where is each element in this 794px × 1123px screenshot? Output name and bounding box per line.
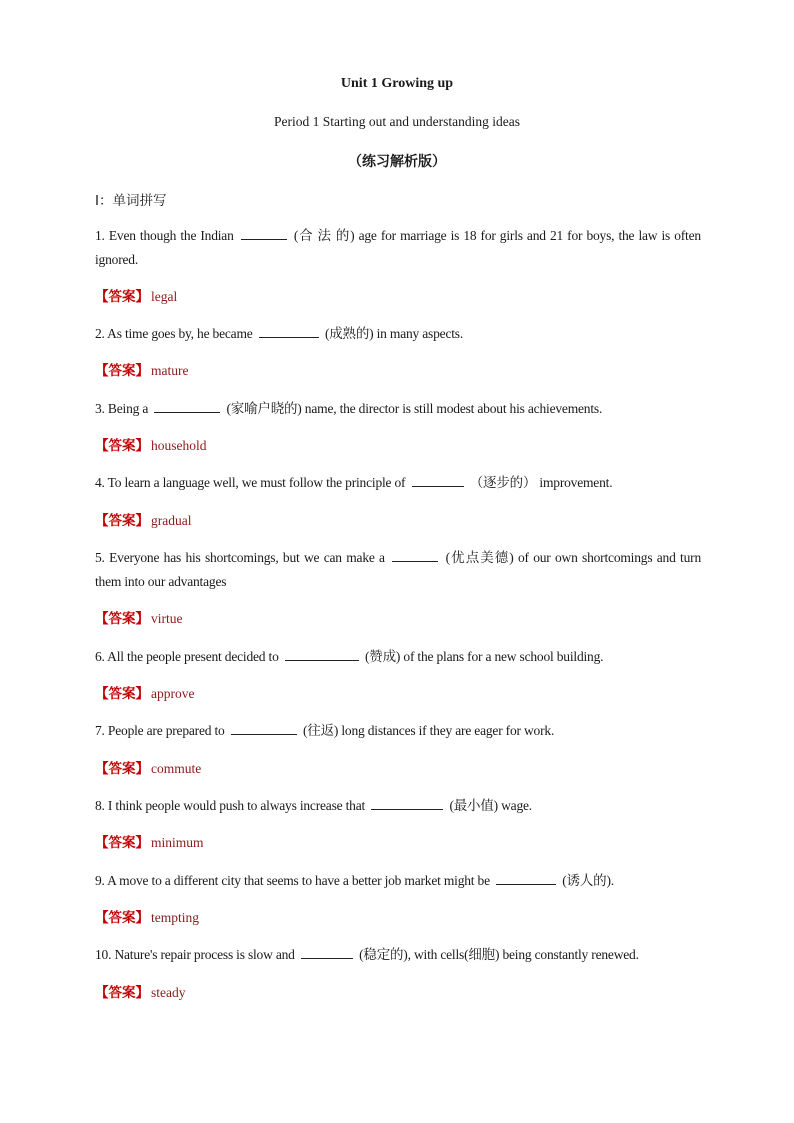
answer-8 [95,833,204,853]
question-text-before: People are prepared to [107,723,225,738]
answer-word: gradual [151,513,192,528]
answer-10 [95,983,186,1003]
question-hint: (优点美德) [445,550,514,565]
answer-blank [412,472,464,487]
answer-word: tempting [151,910,199,925]
question-hint: (成熟的) [324,326,374,341]
answer-tag: 【答案】 [95,513,149,529]
question-text-before: All the people present decided to [107,649,279,664]
answer-blank [392,547,438,562]
answer-blank [371,795,443,810]
question-text-before: I think people would push to always increase that [107,798,366,813]
question-text-after: with cells(细胞) being constantly renewed. [413,947,639,962]
answer-tag: 【答案】 [95,438,149,454]
question-number: 2. [95,326,105,341]
question-text-after: long distances if they are eager for work. [341,723,555,738]
question-7 [95,719,701,743]
question-text-before: To learn a language well, we must follow the principle of [107,475,406,490]
question-number: 3. [95,401,105,416]
answer-word: household [151,438,207,453]
answer-word: virtue [151,611,183,626]
answer-4 [95,511,191,531]
question-text-after: name, the director is still modest about his achievements. [304,401,603,416]
question-number: 4. [95,475,105,490]
section-heading: I：单词拼写 [95,193,167,209]
answer-word: steady [151,985,186,1000]
question-text-after: age for marriage is 18 for girls and 21 for boys, the law is often ignored. [95,228,701,267]
question-hint: (合 法 的) [293,228,355,243]
answer-tag: 【答案】 [95,611,149,627]
answer-5 [95,609,183,629]
question-hint: (稳定的), [359,947,411,962]
question-text-after: wage. [501,798,532,813]
question-number: 9. [95,873,105,888]
period-subtitle: Period 1 Starting out and understanding ideas [274,114,520,129]
question-hint: (赞成) [365,649,401,664]
question-number: 7. [95,723,105,738]
answer-tag: 【答案】 [95,985,149,1001]
question-number: 1. [95,228,105,243]
answer-word: commute [151,761,202,776]
answer-blank [241,225,287,240]
answer-tag: 【答案】 [95,686,149,702]
question-hint: (最小值) [449,798,498,813]
question-text-after: in many aspects. [376,326,464,341]
answer-blank [259,323,319,338]
answer-blank [231,720,297,735]
answer-tag: 【答案】 [95,910,149,926]
answer-tag: 【答案】 [95,363,149,379]
question-hint: (往返) [302,723,339,738]
question-hint: (家喻户晓的) [226,401,302,416]
answer-3 [95,436,207,456]
question-text-before: Even though the Indian [108,228,234,243]
answer-blank [301,944,353,959]
answer-blank [154,398,220,413]
question-text-before: Nature's repair process is slow and [114,947,295,962]
answer-tag: 【答案】 [95,761,149,777]
answer-word: mature [151,363,189,378]
answer-tag: 【答案】 [95,289,149,305]
question-2 [95,322,701,346]
answer-word: minimum [151,835,204,850]
question-number: 10. [95,947,112,962]
answer-word: approve [151,686,195,701]
question-1 [95,224,701,272]
question-hint: （逐步的） [469,475,537,490]
question-text-after: of our own shortcomings and turn them into our advantages [95,550,701,589]
edition-label: （练习解析版） [348,154,446,170]
question-8 [95,794,701,818]
question-3 [95,397,701,421]
question-number: 5. [95,550,105,565]
question-4 [95,471,701,495]
question-text-after: improvement. [539,475,613,490]
question-text-before: Being a [107,401,149,416]
answer-blank [285,646,359,661]
answer-7 [95,759,201,779]
unit-title: Unit 1 Growing up [340,76,454,91]
answer-1 [95,287,177,307]
answer-blank [496,870,556,885]
question-6 [95,645,701,669]
question-number: 8. [95,798,105,813]
answer-2 [95,361,188,381]
question-text-before: As time goes by, he became [107,326,253,341]
question-text-before: A move to a different city that seems to have a better job market might be [107,873,490,888]
question-text-after: of the plans for a new school building. [403,649,604,664]
answer-tag: 【答案】 [95,835,149,851]
answer-9 [95,908,199,928]
question-10 [95,943,701,967]
question-number: 6. [95,649,105,664]
question-9 [95,869,701,893]
question-hint: (诱人的). [562,873,614,888]
question-5 [95,546,701,594]
answer-word: legal [151,289,178,304]
answer-6 [95,684,194,704]
question-text-before: Everyone has his shortcomings, but we can make a [109,550,385,565]
